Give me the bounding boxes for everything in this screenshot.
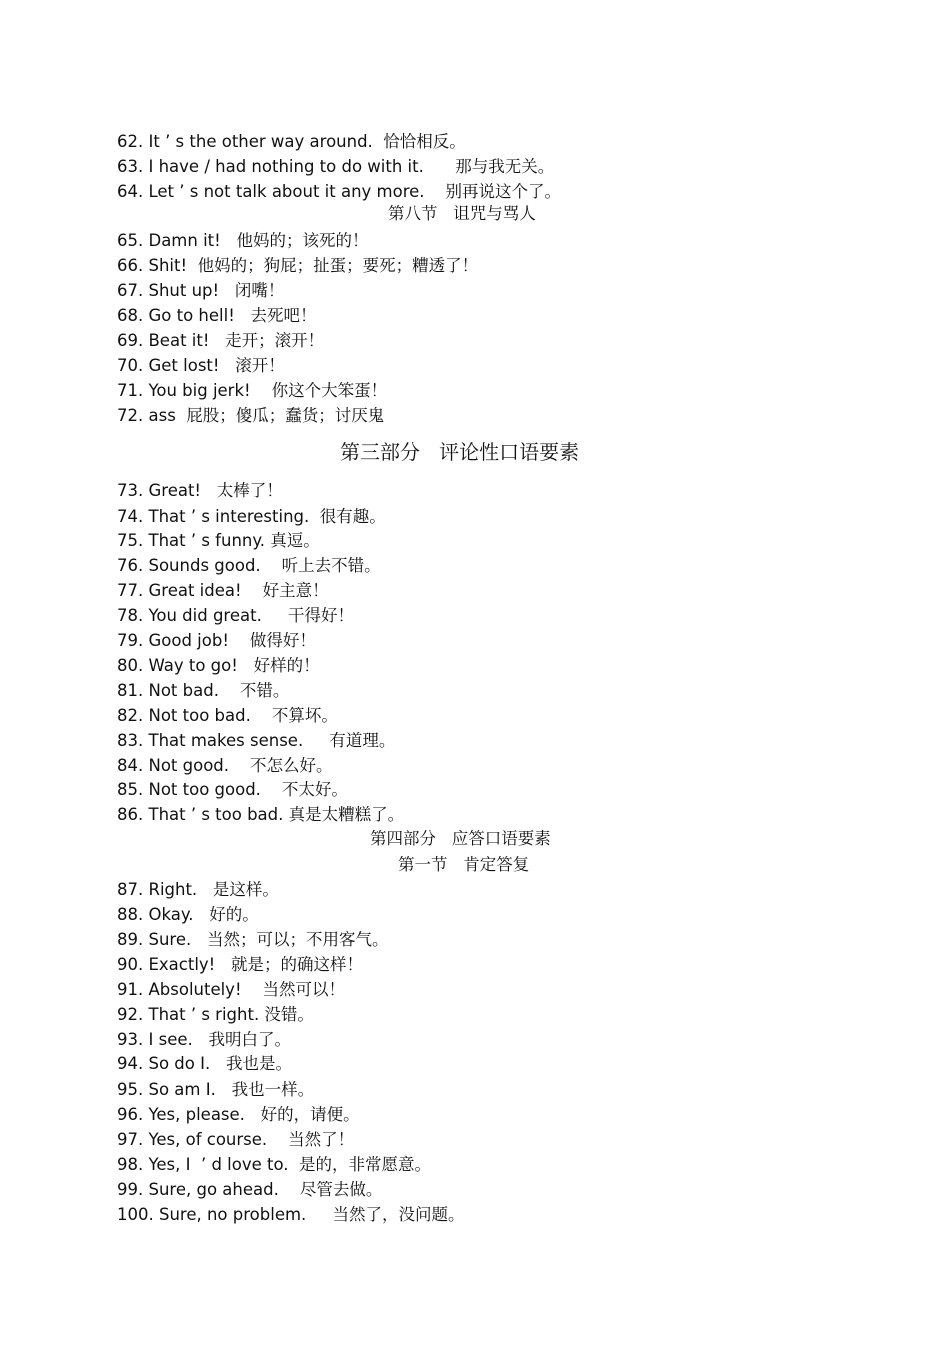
phrase-line: 63. I have / had nothing to do with it. 那与我无关。	[117, 157, 555, 176]
phrase-line: 73. Great! 太棒了！	[117, 481, 283, 500]
phrase-line: 97. Yes, of course. 当然了！	[117, 1130, 355, 1149]
phrase-line: 84. Not good. 不怎么好。	[117, 756, 333, 775]
phrase-line: 91. Absolutely! 当然可以！	[117, 980, 346, 999]
phrase-line: 71. You big jerk! 你这个大笨蛋！	[117, 381, 388, 400]
phrase-line: 69. Beat it! 走开；滚开！	[117, 331, 325, 350]
phrase-line: 65. Damn it! 他妈的；该死的！	[117, 231, 369, 250]
phrase-line: 96. Yes, please. 好的，请便。	[117, 1105, 360, 1124]
section-heading: 第一节 肯定答复	[398, 855, 530, 874]
phrase-line: 62. It ’ s the other way around. 恰恰相反。	[117, 132, 466, 151]
phrase-line: 100. Sure, no problem. 当然了，没问题。	[117, 1205, 465, 1224]
phrase-line: 70. Get lost! 滚开！	[117, 356, 285, 375]
phrase-line: 85. Not too good. 不太好。	[117, 780, 348, 799]
phrase-line: 81. Not bad. 不错。	[117, 681, 290, 700]
phrase-line: 92. That ’ s right. 没错。	[117, 1005, 314, 1024]
phrase-line: 86. That ’ s too bad. 真是太糟糕了。	[117, 805, 405, 824]
phrase-line: 77. Great idea! 好主意！	[117, 581, 329, 600]
phrase-line: 87. Right. 是这样。	[117, 880, 279, 899]
phrase-line: 72. ass 屁股；傻瓜；蠢货；讨厌鬼	[117, 406, 385, 425]
phrase-line: 67. Shut up! 闭嘴！	[117, 281, 285, 300]
phrase-line: 78. You did great. 干得好！	[117, 606, 355, 625]
part-heading: 第四部分 应答口语要素	[370, 829, 551, 848]
phrase-line: 66. Shit! 他妈的；狗屁；扯蛋；要死；糟透了！	[117, 256, 479, 275]
phrase-line: 88. Okay. 好的。	[117, 905, 259, 924]
phrase-line: 98. Yes, I ’ d love to. 是的，非常愿意。	[117, 1155, 432, 1174]
phrase-line: 76. Sounds good. 听上去不错。	[117, 556, 381, 575]
phrase-line: 80. Way to go! 好样的！	[117, 656, 320, 675]
phrase-line: 75. That ’ s funny. 真逗。	[117, 531, 320, 550]
part-title: 第三部分 评论性口语要素	[340, 440, 580, 464]
phrase-line: 83. That makes sense. 有道理。	[117, 731, 396, 750]
phrase-line: 95. So am I. 我也一样。	[117, 1080, 315, 1099]
phrase-line: 82. Not too bad. 不算坏。	[117, 706, 338, 725]
phrase-line: 64. Let ’ s not talk about it any more. 别再说这个了。	[117, 182, 562, 201]
phrase-line: 94. So do I. 我也是。	[117, 1054, 292, 1073]
phrase-line: 99. Sure, go ahead. 尽管去做。	[117, 1180, 383, 1199]
phrase-line: 89. Sure. 当然；可以；不用客气。	[117, 930, 389, 949]
phrase-line: 90. Exactly! 就是；的确这样！	[117, 955, 364, 974]
phrase-line: 93. I see. 我明白了。	[117, 1030, 291, 1049]
section-heading: 第八节 诅咒与骂人	[388, 204, 536, 223]
phrase-line: 79. Good job! 做得好！	[117, 631, 316, 650]
phrase-line: 74. That ’ s interesting. 很有趣。	[117, 507, 386, 526]
phrase-line: 68. Go to hell! 去死吧！	[117, 306, 317, 325]
